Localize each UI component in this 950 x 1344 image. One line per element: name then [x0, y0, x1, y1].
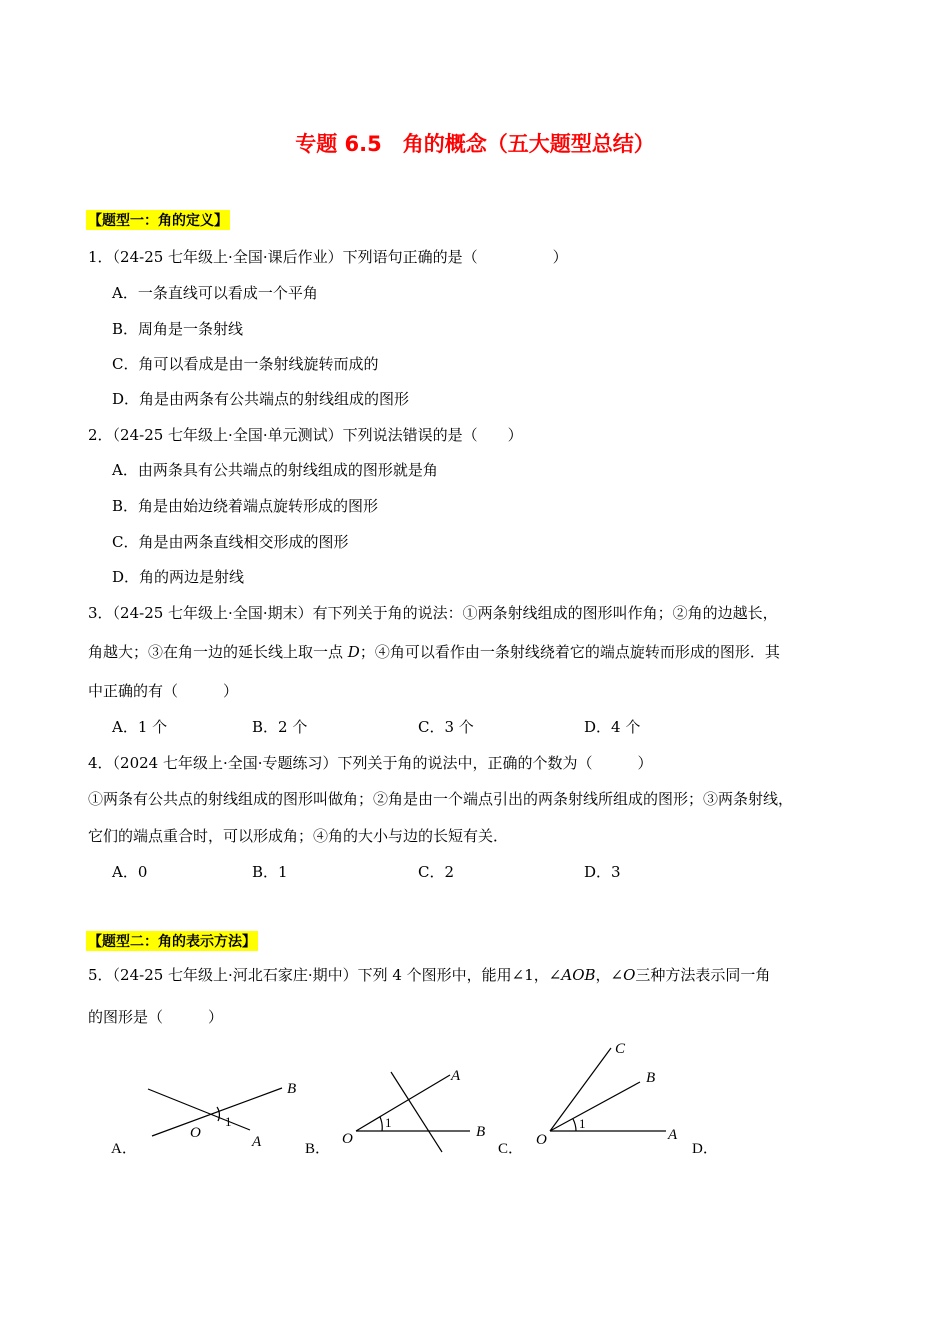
question-3-line-3: 中正确的有（ ）: [88, 682, 239, 700]
question-3-option-a[interactable]: A．1 个: [112, 718, 168, 736]
question-2-stem: 2．（24-25 七年级上·全国·单元测试）下列说法错误的是（ ）: [88, 426, 523, 444]
figure-a-angle-arc: [217, 1107, 219, 1121]
figure-d-label: D．: [692, 1141, 718, 1157]
question-2-option-b[interactable]: B．角是由始边绕着端点旋转形成的图形: [112, 497, 379, 515]
question-2-option-a[interactable]: A．由两条具有公共端点的射线组成的图形就是角: [112, 461, 438, 479]
figure-b-point-a: A: [451, 1068, 461, 1084]
figure-a-point-o: O: [190, 1125, 201, 1141]
figure-b-line-oa: [356, 1075, 450, 1131]
figure-c-line-ob: [550, 1082, 640, 1131]
question-1-option-a[interactable]: A．一条直线可以看成一个平角: [112, 284, 318, 302]
figure-a-line-oa: [148, 1089, 250, 1130]
question-4-option-b[interactable]: B．1: [252, 863, 288, 881]
figure-b-point-b: B: [476, 1124, 486, 1140]
figure-b-point-o: O: [342, 1131, 353, 1147]
question-4-stem: 4．（2024 七年级上·全国·专题练习）下列关于角的说法中，正确的个数为（ ）: [88, 754, 653, 772]
page-title: 专题 6.5 角的概念（五大题型总结）: [295, 132, 655, 156]
section-heading-definition: 【题型一：角的定义】: [86, 210, 230, 230]
figure-a-label: A．: [111, 1141, 137, 1157]
question-3-line-1: 3．（24-25 七年级上·全国·期末）有下列关于角的说法：①两条射线组成的图形叫作角；②角的边越长，: [88, 604, 778, 622]
question-1-stem: 1．（24-25 七年级上·全国·课后作业）下列语句正确的是（ ）: [88, 248, 568, 266]
question-3-option-c[interactable]: C．3 个: [418, 718, 474, 736]
figure-c-point-c: C: [615, 1041, 626, 1057]
question-1-option-b[interactable]: B．周角是一条射线: [112, 320, 244, 338]
question-2-option-c[interactable]: C．角是由两条直线相交形成的图形: [112, 533, 349, 551]
figure-b-angle-label: 1: [385, 1115, 392, 1130]
question-3-line-2: 角越大；③在角一边的延长线上取一点 D；④角可以看作由一条射线绕着它的端点旋转而形成的图形．其: [88, 643, 780, 661]
figure-c-point-a: A: [668, 1127, 678, 1143]
question-4-option-c[interactable]: C．2: [418, 863, 455, 881]
figure-c-angle-arc: [573, 1119, 576, 1131]
figure-b-angle-arc: [380, 1117, 382, 1131]
point-d-variable: D: [347, 643, 360, 661]
question-4-line-2: ①两条有公共点的射线组成的图形叫做角；②角是由一个端点引出的两条射线所组成的图形；③两条射线，: [88, 790, 794, 808]
figure-a-line-ob: [152, 1088, 282, 1136]
question-3-option-b[interactable]: B．2 个: [252, 718, 308, 736]
section-heading-notation: 【题型二：角的表示方法】: [86, 931, 258, 951]
figure-a-point-a: A: [252, 1134, 262, 1150]
question-5-stem: 5．（24-25 七年级上·河北石家庄·期中）下列 4 个图形中，能用∠1，∠AOB，∠O三种方法表示同一角: [88, 966, 771, 984]
figure-a-point-b: B: [287, 1081, 297, 1097]
question-1-option-d[interactable]: D．角是由两条有公共端点的射线组成的图形: [112, 390, 410, 408]
figure-c-point-o: O: [536, 1132, 547, 1148]
question-5-figures: [0, 1030, 950, 1170]
figure-c-angle-label: 1: [579, 1116, 586, 1131]
figure-a-angle-label: 1: [225, 1114, 232, 1129]
question-1-option-c[interactable]: C．角可以看成是由一条射线旋转而成的: [112, 355, 379, 373]
question-3-option-d[interactable]: D．4 个: [584, 718, 641, 736]
figure-c-point-b: B: [646, 1070, 656, 1086]
question-5-line-2: 的图形是（ ）: [88, 1008, 224, 1026]
question-2-option-d[interactable]: D．角的两边是射线: [112, 568, 245, 586]
figure-c-label: C．: [498, 1141, 524, 1157]
figure-b-label: B．: [305, 1141, 331, 1157]
question-4-option-d[interactable]: D．3: [584, 863, 621, 881]
question-4-line-3: 它们的端点重合时，可以形成角；④角的大小与边的长短有关．: [88, 827, 509, 845]
question-4-option-a[interactable]: A．0: [112, 863, 148, 881]
